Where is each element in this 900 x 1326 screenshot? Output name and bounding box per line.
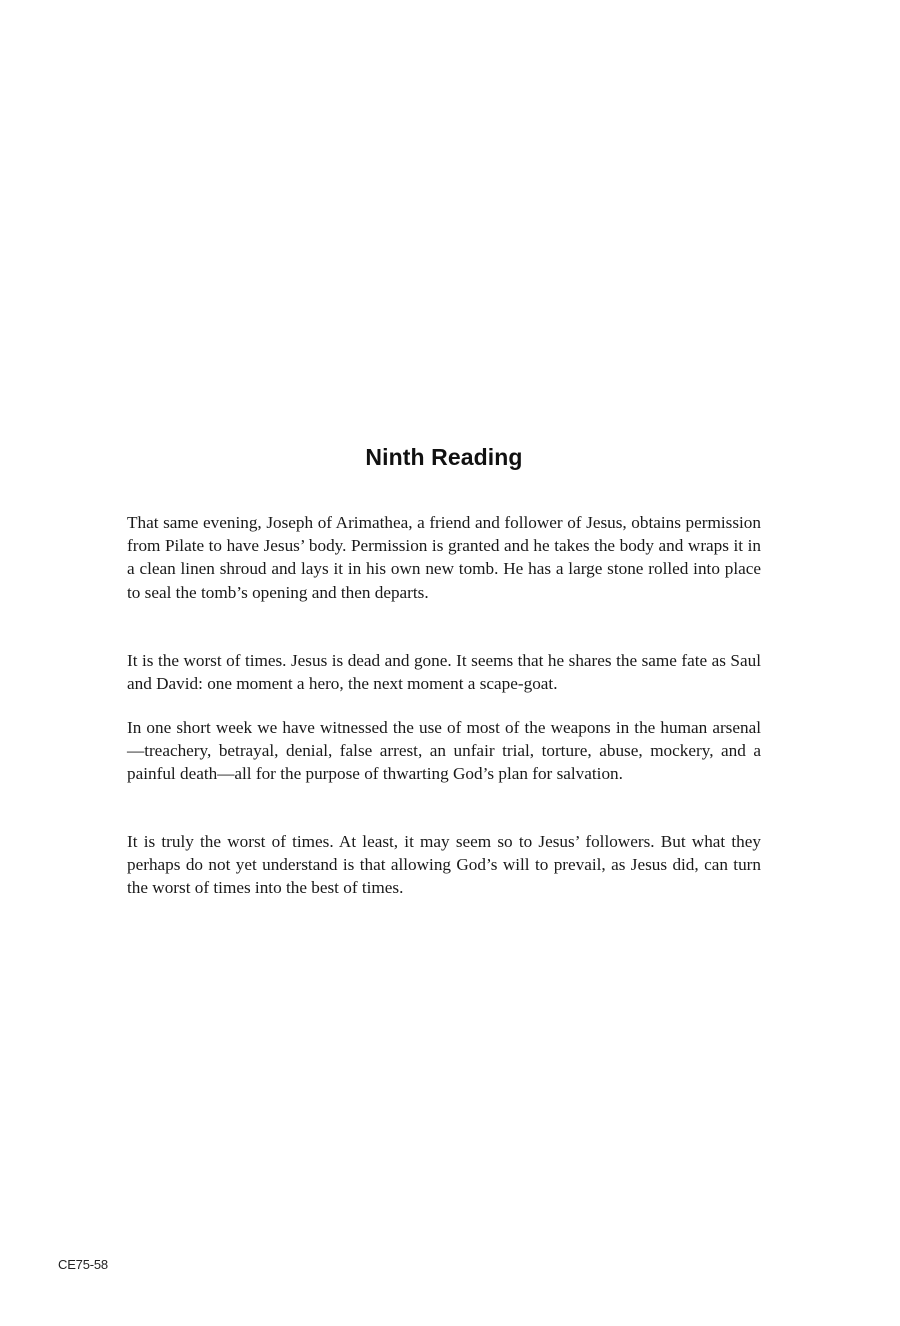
- paragraph-worst-of-times: It is the worst of times. Jesus is dead and gone. It seems that he shares the same fate as Saul and David: one moment a hero, the next moment a scape-goat.: [127, 651, 761, 694]
- document-code: CE75-58: [58, 1257, 108, 1272]
- paragraph-human-arsenal: In one short week we have witnessed the use of most of the weapons in the human arsenal—treachery, betrayal, denial, false arrest, an unfair trial, torture, abuse, mockery, and a painful death—all for the purpose of thwarting God’s plan for salvation.: [127, 718, 761, 784]
- paragraph-joseph-of-arimathea: That same evening, Joseph of Arimathea, a friend and follower of Jesus, obtains permission from Pilate to have Jesus’ body. Permission is granted and he takes the body and wraps it in a clean linen shroud and lays it in his own new tomb. He has a large stone rolled into place to seal the tomb’s opening and then departs.: [127, 513, 761, 602]
- page-title: Ninth Reading: [365, 444, 523, 470]
- paragraph-best-of-times: It is truly the worst of times. At least, it may seem so to Jesus’ followers. But what they perhaps do not yet understand is that allowing God’s will to prevail, as Jesus did, can turn the worst of times into the best of times.: [127, 832, 761, 898]
